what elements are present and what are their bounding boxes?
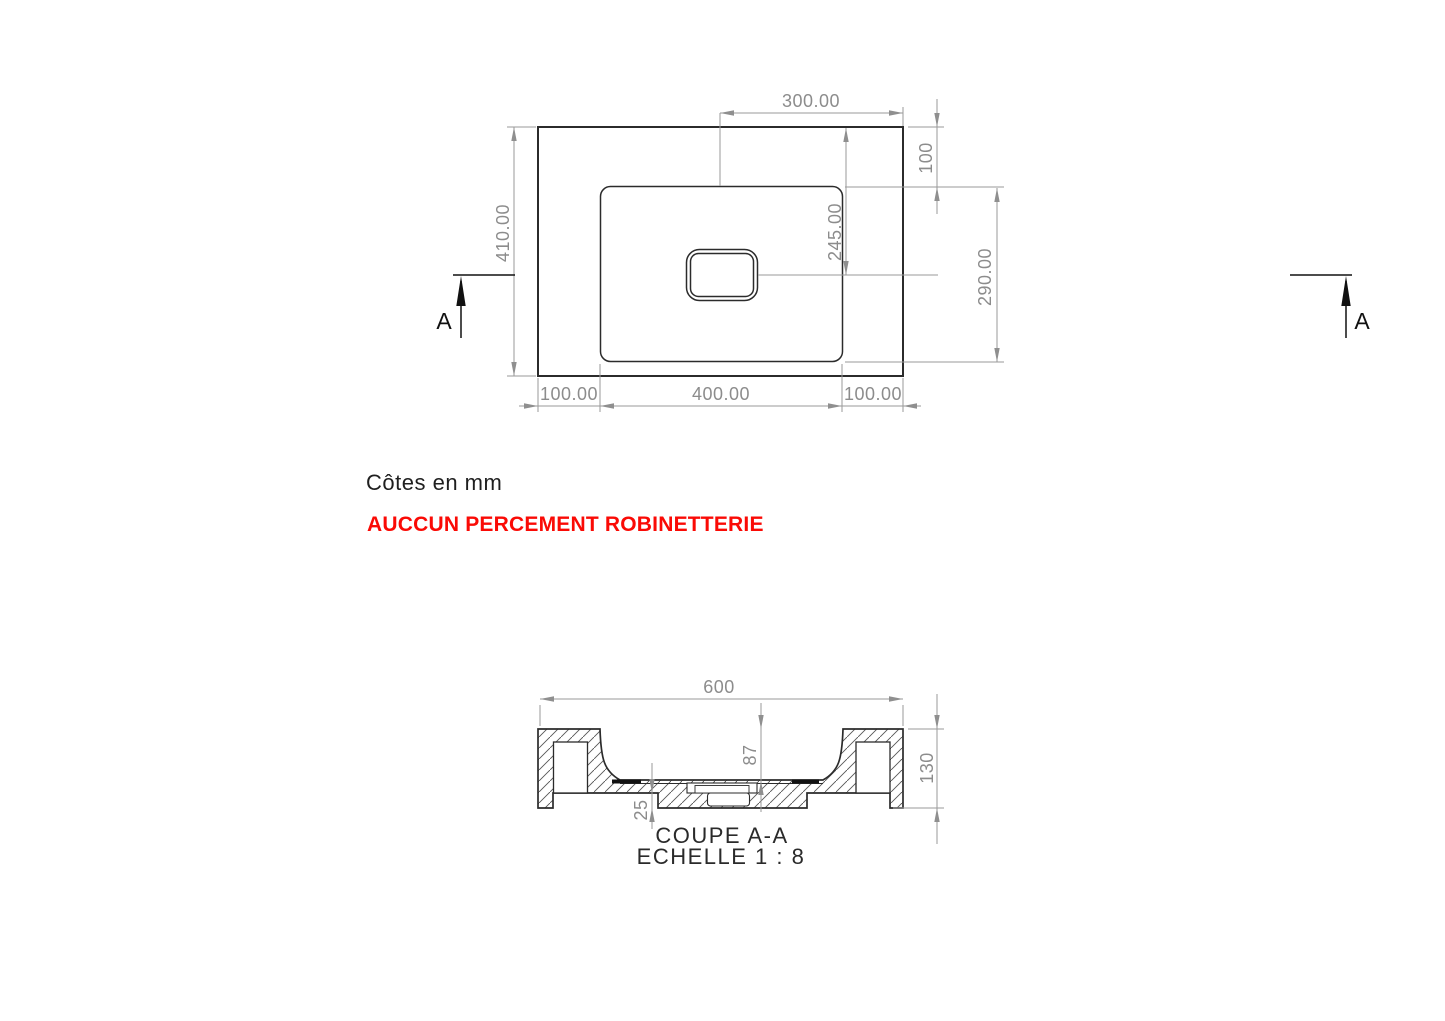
section-marker-a-right: A	[1354, 308, 1370, 334]
dim-section-basin-depth: 87	[740, 744, 760, 766]
section-cut-marker-left	[436, 275, 515, 338]
dim-section-base-step: 25	[631, 799, 651, 821]
warning-note: AUCCUN PERCEMENT ROBINETTERIE	[367, 513, 764, 536]
dim-top-to-drain-center: 245.00	[825, 202, 845, 262]
dim-section-overall-height: 130	[917, 752, 937, 784]
section-scale: ECHELLE 1 : 8	[636, 844, 806, 869]
section-marker-a-left: A	[436, 308, 452, 334]
dim-rim-left: 100.00	[539, 384, 599, 404]
section-drain-trap	[708, 793, 750, 806]
dim-overall-height: 410.00	[493, 203, 513, 263]
section-notch-left	[554, 742, 588, 793]
units-note: Côtes en mm	[366, 470, 503, 495]
section-notch-right	[856, 742, 890, 793]
plan-view	[436, 91, 1370, 412]
dim-rim-top: 100	[916, 142, 936, 174]
section-title: COUPE A-A	[655, 823, 789, 848]
dim-drain-to-right-edge: 300.00	[781, 91, 841, 111]
section-cut-marker-right	[1290, 275, 1370, 338]
section-view	[538, 677, 944, 869]
dim-basin-width: 400.00	[691, 384, 751, 404]
dim-rim-right: 100.00	[843, 384, 903, 404]
dim-section-overall-width: 600	[703, 677, 735, 697]
dim-basin-height: 290.00	[975, 247, 995, 307]
section-drain-flange-inner	[695, 786, 749, 794]
